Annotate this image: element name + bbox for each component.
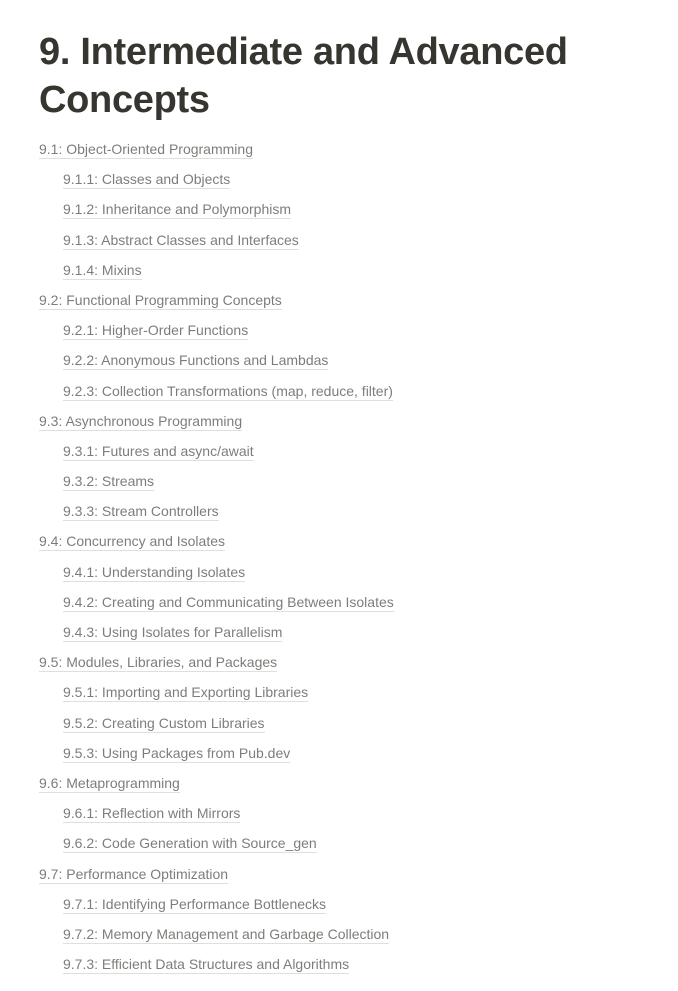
toc-item xyxy=(39,859,659,889)
toc-link[interactable]: 9.2.3: Collection Transformations (map, reduce, filter) xyxy=(63,382,393,399)
toc-link[interactable]: 9.7: Performance Optimization xyxy=(39,865,229,882)
toc-item xyxy=(39,345,659,375)
toc-link[interactable]: 9.1.4: Mixins xyxy=(63,261,142,278)
toc-item xyxy=(39,647,659,677)
toc-item xyxy=(39,889,659,919)
toc-item xyxy=(39,738,659,768)
toc-link[interactable]: 9.2.1: Higher-Order Functions xyxy=(63,322,249,339)
toc-link[interactable]: 9.5: Modules, Libraries, and Packages xyxy=(39,654,278,671)
toc-item xyxy=(39,164,659,194)
toc-item xyxy=(39,526,659,556)
toc-item xyxy=(39,828,659,858)
toc-link[interactable]: 9.4.1: Understanding Isolates xyxy=(63,563,246,580)
toc-item xyxy=(39,557,659,587)
toc-item xyxy=(39,255,659,285)
toc-item xyxy=(39,436,659,466)
toc-item xyxy=(39,677,659,707)
toc-item xyxy=(39,376,659,406)
toc-item xyxy=(39,194,659,224)
toc-link[interactable]: 9.4.3: Using Isolates for Parallelism xyxy=(63,624,283,640)
toc-link[interactable]: 9.4: Concurrency and Isolates xyxy=(39,533,225,550)
toc-link[interactable]: 9.3.1: Futures and async/await xyxy=(63,442,254,459)
page-content xyxy=(39,28,659,979)
toc-item xyxy=(39,134,659,164)
toc-item xyxy=(39,768,659,798)
toc-item xyxy=(39,798,659,828)
toc-link[interactable]: 9.6: Metaprogramming xyxy=(39,774,180,791)
toc-link[interactable]: 9.3: Asynchronous Programming xyxy=(39,412,243,429)
toc-link[interactable]: 9.3.3: Stream Controllers xyxy=(63,503,219,520)
toc-link[interactable]: 9.5.3: Using Packages from Pub.dev xyxy=(63,744,291,761)
toc-item xyxy=(39,919,659,949)
table-of-contents xyxy=(39,134,659,979)
toc-item xyxy=(39,587,659,617)
toc-link[interactable]: 9.1.2: Inheritance and Polymorphism xyxy=(63,201,292,218)
toc-link[interactable]: 9.1: Object-Oriented Programming xyxy=(39,141,253,157)
toc-link[interactable]: 9.6.1: Reflection with Mirrors xyxy=(63,805,241,822)
toc-item xyxy=(39,949,659,979)
toc-item xyxy=(39,617,659,647)
toc-link[interactable]: 9.1.3: Abstract Classes and Interfaces xyxy=(63,231,299,248)
toc-link[interactable]: 9.3.2: Streams xyxy=(63,473,155,490)
toc-link[interactable]: 9.2: Functional Programming Concepts xyxy=(39,291,282,308)
toc-item xyxy=(39,708,659,738)
toc-item xyxy=(39,406,659,436)
toc-item xyxy=(39,225,659,255)
toc-link[interactable]: 9.7.2: Memory Management and Garbage Collection xyxy=(63,925,390,942)
toc-link[interactable]: 9.7.3: Efficient Data Structures and Algorithms xyxy=(63,956,350,973)
toc-link[interactable]: 9.1.1: Classes and Objects xyxy=(63,171,231,188)
page-title: 9. Intermediate and Advanced Concepts xyxy=(39,31,568,121)
toc-link[interactable]: 9.4.2: Creating and Communicating Between Isolates xyxy=(63,593,394,610)
toc-item xyxy=(39,285,659,315)
toc-link[interactable]: 9.5.1: Importing and Exporting Libraries xyxy=(63,684,309,701)
toc-link[interactable]: 9.2.2: Anonymous Functions and Lambdas xyxy=(63,352,329,369)
toc-link[interactable]: 9.5.2: Creating Custom Libraries xyxy=(63,714,265,731)
toc-item xyxy=(39,496,659,526)
toc-link[interactable]: 9.6.2: Code Generation with Source_gen xyxy=(63,835,317,852)
toc-item xyxy=(39,315,659,345)
toc-item xyxy=(39,466,659,496)
toc-link[interactable]: 9.7.1: Identifying Performance Bottlenecks xyxy=(63,895,327,912)
